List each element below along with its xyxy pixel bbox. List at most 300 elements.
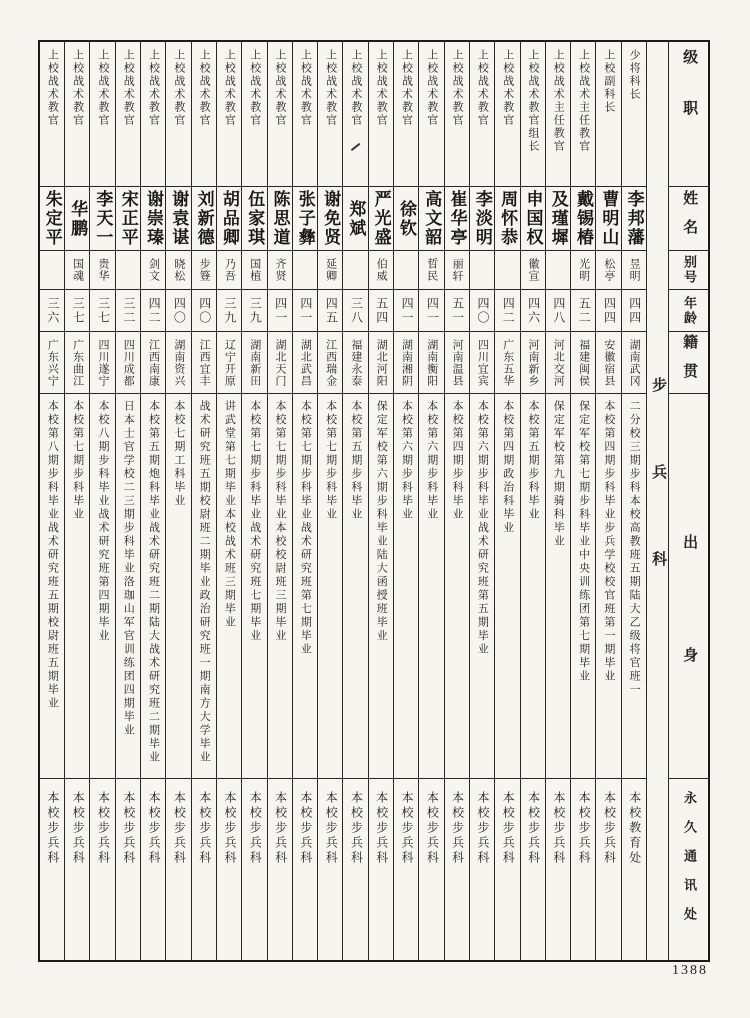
person-origin: 二分校三期步科本校高教班五期陆大乙级将官班一 xyxy=(628,400,641,697)
address-cell xyxy=(268,779,292,960)
person-name: 申国权 xyxy=(523,190,543,247)
person-column xyxy=(342,42,367,960)
person-origin: 本校第四期步科毕业 xyxy=(451,400,464,522)
person-rank: 上校战术教官 xyxy=(198,49,211,127)
person-name: 朱定平 xyxy=(42,190,62,247)
person-age: 三八 xyxy=(349,296,364,325)
person-rank: 上校战术教官 xyxy=(425,49,438,127)
person-column xyxy=(494,42,519,960)
person-origin: 讲武堂第七期毕业本校战术班三期毕业 xyxy=(223,400,236,630)
person-name: 曹明山 xyxy=(599,190,619,247)
header-name-label: 姓名 xyxy=(681,189,698,248)
person-native-place: 湖南新田 xyxy=(248,338,261,387)
person-rank: 上校战术教官 xyxy=(324,49,337,127)
person-name: 伍家琪 xyxy=(245,190,265,247)
person-age: 四八 xyxy=(551,296,566,325)
person-rank: 上校战术教官 xyxy=(147,49,160,127)
rank-cell xyxy=(495,42,519,187)
person-rank: 上校战术教官 xyxy=(349,49,362,127)
person-origin: 本校第五期炮科毕业战术研究班二期陆大战术研究班二期毕业 xyxy=(147,400,160,765)
person-name: 崔华亭 xyxy=(447,190,467,247)
address-cell xyxy=(521,779,545,960)
person-native-place: 江西瑞金 xyxy=(324,338,337,387)
origin-cell xyxy=(394,394,418,779)
person-age: 四一 xyxy=(298,296,313,325)
alias-cell xyxy=(293,251,317,290)
person-native-place: 湖南衡阳 xyxy=(425,338,438,387)
rank-cell xyxy=(445,42,469,187)
address-cell xyxy=(116,779,140,960)
age-cell xyxy=(571,290,595,332)
alias-cell xyxy=(268,251,292,290)
address-cell xyxy=(217,779,241,960)
alias-cell xyxy=(521,251,545,290)
address-cell xyxy=(419,779,443,960)
age-cell xyxy=(622,290,646,332)
person-column xyxy=(165,42,190,960)
person-alias: 剑文 xyxy=(147,258,160,282)
person-name: 张子彝 xyxy=(295,190,315,247)
native-place-cell xyxy=(90,332,114,394)
name-cell xyxy=(217,187,241,251)
origin-cell xyxy=(268,394,292,779)
age-cell xyxy=(293,290,317,332)
origin-cell xyxy=(445,394,469,779)
native-place-cell xyxy=(470,332,494,394)
age-cell xyxy=(369,290,393,332)
address-cell xyxy=(40,779,64,960)
native-place-cell xyxy=(596,332,620,394)
header-native-cell xyxy=(669,332,708,394)
age-cell xyxy=(141,290,165,332)
native-place-cell xyxy=(622,332,646,394)
person-rank: 上校战术教官 xyxy=(46,49,59,127)
person-origin: 战术研究班五期校尉班二期毕业政治研究班一期南方大学毕业 xyxy=(198,400,211,765)
name-cell xyxy=(343,187,367,251)
alias-cell xyxy=(192,251,216,290)
origin-cell xyxy=(596,394,620,779)
alias-cell xyxy=(369,251,393,290)
person-native-place: 河南温县 xyxy=(451,338,464,387)
person-column xyxy=(393,42,418,960)
person-name: 严光盛 xyxy=(371,190,391,247)
origin-cell xyxy=(293,394,317,779)
rank-cell xyxy=(369,42,393,187)
person-column xyxy=(520,42,545,960)
person-address: 本校步兵科 xyxy=(602,791,617,866)
person-native-place: 河南新乡 xyxy=(526,338,539,387)
origin-cell xyxy=(90,394,114,779)
person-native-place: 广东五华 xyxy=(501,338,514,387)
native-place-cell xyxy=(495,332,519,394)
person-rank: 上校战术教官 xyxy=(223,49,236,127)
person-column xyxy=(621,42,646,960)
person-native-place: 江西宜丰 xyxy=(198,338,211,387)
header-alias-cell xyxy=(669,251,708,290)
origin-cell xyxy=(242,394,266,779)
person-origin: 本校第五期步科毕业 xyxy=(526,400,539,522)
person-age: 四〇 xyxy=(197,296,212,325)
person-name: 谢袁谌 xyxy=(169,190,189,247)
person-origin: 本校第六期步科毕业战术研究班第五期毕业 xyxy=(476,400,489,657)
address-cell xyxy=(622,779,646,960)
person-age: 四一 xyxy=(273,296,288,325)
person-age: 三七 xyxy=(96,296,111,325)
name-cell xyxy=(242,187,266,251)
address-cell xyxy=(65,779,89,960)
person-rank: 上校战术教官 xyxy=(400,49,413,127)
person-origin: 日本士官学校二三期步科毕业洛珈山军官训练团四期毕业 xyxy=(122,400,135,738)
origin-cell xyxy=(521,394,545,779)
person-age: 五二 xyxy=(577,296,592,325)
rank-cell xyxy=(65,42,89,187)
person-column xyxy=(444,42,469,960)
alias-cell xyxy=(445,251,469,290)
person-column xyxy=(317,42,342,960)
person-alias: 光明 xyxy=(577,258,590,282)
header-origin-cell xyxy=(669,394,708,779)
name-cell xyxy=(521,187,545,251)
person-address: 本校步兵科 xyxy=(197,791,212,866)
name-cell xyxy=(419,187,443,251)
section-label-cell xyxy=(647,42,668,960)
section-label: 步兵科 xyxy=(650,377,667,638)
person-address: 本校步兵科 xyxy=(45,791,60,866)
rank-cell xyxy=(521,42,545,187)
header-address-cell xyxy=(669,779,708,960)
person-native-place: 辽宁开原 xyxy=(223,338,236,387)
person-name: 及瑾墀 xyxy=(548,190,568,247)
person-column xyxy=(545,42,570,960)
person-age: 五一 xyxy=(450,296,465,325)
person-address: 本校步兵科 xyxy=(475,791,490,866)
age-cell xyxy=(242,290,266,332)
person-age: 五四 xyxy=(374,296,389,325)
rank-cell xyxy=(242,42,266,187)
person-address: 本校步兵科 xyxy=(298,791,313,866)
rank-cell xyxy=(622,42,646,187)
person-address: 本校步兵科 xyxy=(147,791,162,866)
person-rank: 上校战术教官组长 xyxy=(526,49,539,153)
rank-cell xyxy=(470,42,494,187)
person-native-place: 四川成都 xyxy=(122,338,135,387)
person-native-place: 广东曲江 xyxy=(71,338,84,387)
person-name: 郑斌 xyxy=(346,199,366,238)
origin-cell xyxy=(470,394,494,779)
native-place-cell xyxy=(343,332,367,394)
alias-cell xyxy=(242,251,266,290)
person-origin: 本校第七期步科毕业 xyxy=(324,400,337,522)
person-rank: 上校战术教官 xyxy=(248,49,261,127)
person-native-place: 湖北河阳 xyxy=(375,338,388,387)
alias-cell xyxy=(141,251,165,290)
age-cell xyxy=(166,290,190,332)
person-rank: 上校战术教官 xyxy=(172,49,185,127)
name-cell xyxy=(166,187,190,251)
person-address: 本校步兵科 xyxy=(349,791,364,866)
address-cell xyxy=(596,779,620,960)
age-cell xyxy=(445,290,469,332)
name-cell xyxy=(293,187,317,251)
person-age: 四四 xyxy=(602,296,617,325)
person-address: 本校教育处 xyxy=(627,791,642,866)
native-place-cell xyxy=(116,332,140,394)
person-origin: 保定军校第七期步科毕业中央训练团第七期毕业 xyxy=(577,400,590,684)
address-cell xyxy=(495,779,519,960)
age-cell xyxy=(470,290,494,332)
rank-cell xyxy=(318,42,342,187)
alias-cell xyxy=(571,251,595,290)
person-name: 华鹏 xyxy=(68,199,88,238)
address-cell xyxy=(90,779,114,960)
person-column xyxy=(267,42,292,960)
age-cell xyxy=(495,290,519,332)
person-rank: 上校战术教官 xyxy=(71,49,84,127)
header-age-label: 年龄 xyxy=(681,295,697,326)
person-alias: 昱明 xyxy=(628,258,641,282)
person-native-place: 安徽宿县 xyxy=(602,338,615,387)
origin-cell xyxy=(166,394,190,779)
address-cell xyxy=(546,779,570,960)
name-cell xyxy=(318,187,342,251)
origin-cell xyxy=(65,394,89,779)
person-name: 谢免贤 xyxy=(321,190,341,247)
alias-cell xyxy=(40,251,64,290)
age-cell xyxy=(394,290,418,332)
person-origin: 本校第六期步科毕业 xyxy=(400,400,413,522)
table-header-column xyxy=(668,42,708,960)
rank-cell xyxy=(166,42,190,187)
native-place-cell xyxy=(268,332,292,394)
age-cell xyxy=(343,290,367,332)
person-rank: 上校战术教官 xyxy=(476,49,489,127)
person-column xyxy=(570,42,595,960)
address-cell xyxy=(394,779,418,960)
rank-cell xyxy=(546,42,570,187)
address-cell xyxy=(166,779,190,960)
person-rank: 上校战术教官 xyxy=(299,49,312,127)
alias-cell xyxy=(343,251,367,290)
native-place-cell xyxy=(192,332,216,394)
origin-cell xyxy=(495,394,519,779)
rank-cell xyxy=(116,42,140,187)
person-rank: 上校战术主任教官 xyxy=(552,49,565,153)
person-alias: 晢民 xyxy=(425,258,438,282)
person-alias: 步簦 xyxy=(198,258,211,282)
person-address: 本校步兵科 xyxy=(273,791,288,866)
person-native-place: 湖南武冈 xyxy=(628,338,641,387)
person-column xyxy=(216,42,241,960)
person-name: 李淡明 xyxy=(472,190,492,247)
header-address-label: 永久通讯处 xyxy=(681,791,697,936)
name-cell xyxy=(495,187,519,251)
person-column xyxy=(469,42,494,960)
person-column xyxy=(140,42,165,960)
name-cell xyxy=(571,187,595,251)
person-rank: 上校战术教官 xyxy=(274,49,287,127)
name-cell xyxy=(596,187,620,251)
name-cell xyxy=(470,187,494,251)
person-native-place: 福建闽侯 xyxy=(577,338,590,387)
header-alias-label: 别号 xyxy=(681,255,697,285)
person-column xyxy=(191,42,216,960)
origin-cell xyxy=(419,394,443,779)
person-origin: 本校第六期步科毕业 xyxy=(425,400,438,522)
origin-cell xyxy=(318,394,342,779)
person-rank: 少将科长 xyxy=(628,49,641,101)
person-address: 本校步兵科 xyxy=(501,791,516,866)
name-cell xyxy=(622,187,646,251)
rank-cell xyxy=(394,42,418,187)
person-column xyxy=(40,42,64,960)
origin-cell xyxy=(369,394,393,779)
rank-cell xyxy=(293,42,317,187)
age-cell xyxy=(217,290,241,332)
native-place-cell xyxy=(318,332,342,394)
person-alias: 齐贤 xyxy=(274,258,287,282)
person-address: 本校步兵科 xyxy=(71,791,86,866)
age-cell xyxy=(546,290,570,332)
address-cell xyxy=(293,779,317,960)
header-age-cell xyxy=(669,290,708,332)
alias-cell xyxy=(116,251,140,290)
person-age: 四二 xyxy=(147,296,162,325)
person-name: 刘新德 xyxy=(194,190,214,247)
person-name: 徐钦 xyxy=(396,199,416,238)
person-rank: 上校战术主任教官 xyxy=(577,49,590,153)
personnel-table xyxy=(38,40,710,962)
native-place-cell xyxy=(166,332,190,394)
person-alias: 贵华 xyxy=(96,258,109,282)
name-cell xyxy=(90,187,114,251)
native-place-cell xyxy=(242,332,266,394)
person-age: 四一 xyxy=(400,296,415,325)
alias-cell xyxy=(419,251,443,290)
person-name: 李邦藩 xyxy=(624,190,644,247)
person-column xyxy=(89,42,114,960)
person-origin: 保定军校第六期步科毕业陆大函授班毕业 xyxy=(375,400,388,643)
person-name: 宋正平 xyxy=(118,190,138,247)
alias-cell xyxy=(495,251,519,290)
person-column xyxy=(64,42,89,960)
person-age: 四一 xyxy=(425,296,440,325)
person-age: 三六 xyxy=(45,296,60,325)
person-native-place: 湖北武昌 xyxy=(299,338,312,387)
origin-cell xyxy=(116,394,140,779)
person-native-place: 湖南湘阴 xyxy=(400,338,413,387)
address-cell xyxy=(318,779,342,960)
native-place-cell xyxy=(445,332,469,394)
rank-cell xyxy=(217,42,241,187)
name-cell xyxy=(445,187,469,251)
age-cell xyxy=(90,290,114,332)
person-alias: 国魂 xyxy=(71,258,84,282)
person-address: 本校步兵科 xyxy=(248,791,263,866)
person-column xyxy=(368,42,393,960)
native-place-cell xyxy=(394,332,418,394)
person-rank: 上校战术教官 xyxy=(375,49,388,127)
alias-cell xyxy=(217,251,241,290)
person-origin: 本校七期工科毕业 xyxy=(172,400,185,508)
person-native-place: 湖南资兴 xyxy=(172,338,185,387)
person-address: 本校步兵科 xyxy=(551,791,566,866)
person-address: 本校步兵科 xyxy=(223,791,237,866)
rank-cell xyxy=(40,42,64,187)
alias-cell xyxy=(90,251,114,290)
rank-cell xyxy=(571,42,595,187)
page-number: 1388 xyxy=(672,963,708,978)
person-rank: 上校战术教官 xyxy=(122,49,135,127)
person-age: 四六 xyxy=(526,296,541,325)
person-name: 胡品卿 xyxy=(219,190,239,247)
header-rank-label: 级职 xyxy=(681,49,698,151)
alias-cell xyxy=(394,251,418,290)
rank-cell xyxy=(141,42,165,187)
person-address: 本校步兵科 xyxy=(577,791,592,866)
person-column xyxy=(115,42,140,960)
person-address: 本校步兵科 xyxy=(96,791,111,866)
rank-cell xyxy=(90,42,114,187)
person-address: 本校步兵科 xyxy=(425,791,440,866)
origin-cell xyxy=(217,394,241,779)
person-alias: 乃吾 xyxy=(223,258,236,282)
age-cell xyxy=(596,290,620,332)
person-origin: 保定军校第九期骑科毕业 xyxy=(552,400,565,549)
person-address: 本校步兵科 xyxy=(374,791,389,866)
name-cell xyxy=(116,187,140,251)
person-native-place: 广东兴宁 xyxy=(46,338,59,387)
native-place-cell xyxy=(419,332,443,394)
person-age: 四二 xyxy=(501,296,516,325)
person-column xyxy=(595,42,620,960)
person-age: 四五 xyxy=(324,296,339,325)
person-age: 三九 xyxy=(248,296,263,325)
native-place-cell xyxy=(141,332,165,394)
person-native-place: 四川遂宁 xyxy=(96,338,109,387)
person-alias: 晓松 xyxy=(172,258,185,282)
person-column xyxy=(292,42,317,960)
name-cell xyxy=(40,187,64,251)
origin-cell xyxy=(546,394,570,779)
person-alias: 延卿 xyxy=(324,258,337,282)
native-place-cell xyxy=(65,332,89,394)
alias-cell xyxy=(65,251,89,290)
person-column xyxy=(418,42,443,960)
person-address: 本校步兵科 xyxy=(324,791,339,866)
address-cell xyxy=(343,779,367,960)
person-alias: 伯威 xyxy=(375,258,388,282)
native-place-cell xyxy=(217,332,241,394)
person-origin: 本校第七期步科毕业本校校尉班三期毕业 xyxy=(274,400,287,643)
address-cell xyxy=(192,779,216,960)
person-age: 四〇 xyxy=(475,296,490,325)
person-address: 本校步兵科 xyxy=(526,791,541,866)
alias-cell xyxy=(546,251,570,290)
name-cell xyxy=(546,187,570,251)
origin-cell xyxy=(40,394,64,779)
alias-cell xyxy=(596,251,620,290)
address-cell xyxy=(369,779,393,960)
name-cell xyxy=(369,187,393,251)
address-cell xyxy=(242,779,266,960)
person-rank: 上校副科长 xyxy=(602,49,615,114)
age-cell xyxy=(318,290,342,332)
person-rank: 上校战术教官 xyxy=(451,49,464,127)
address-cell xyxy=(470,779,494,960)
alias-cell xyxy=(318,251,342,290)
origin-cell xyxy=(622,394,646,779)
age-cell xyxy=(40,290,64,332)
